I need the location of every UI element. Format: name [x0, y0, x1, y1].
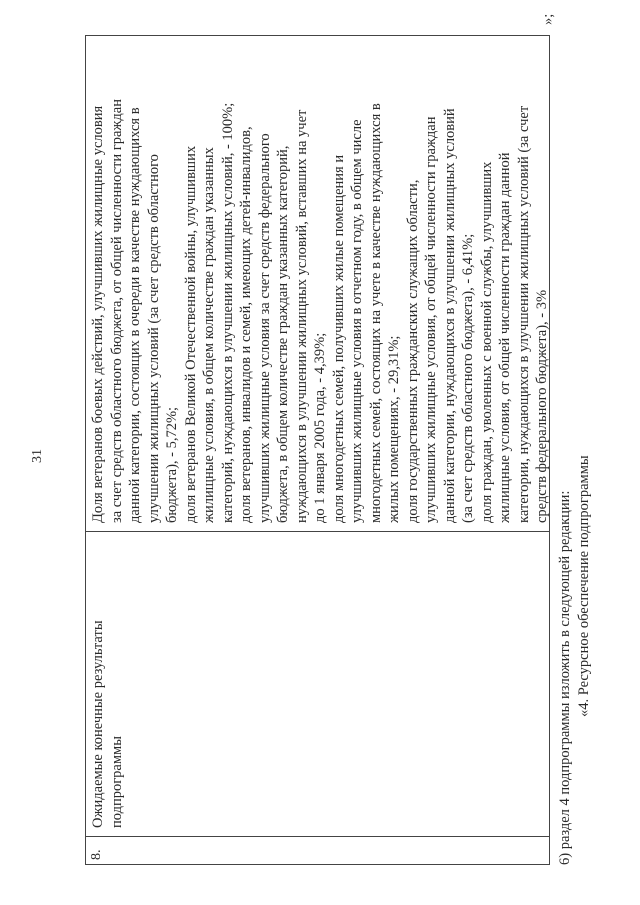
content-line: данной категории, состоящих в очереди в качестве нуждающихся в — [127, 107, 143, 523]
content-line: бюджета), - 5,72%; — [164, 406, 180, 523]
amendment-text — [556, 35, 593, 865]
content-line: жилых помещениях, - 29,31%; — [386, 335, 402, 523]
content-line: улучшении жилищных условий (за счет средств областного — [145, 154, 162, 523]
content-line: улучшивших жилищные условия за счет средств федерального — [256, 133, 273, 523]
content-line: Доля ветеранов боевых действий, улучшивших жилищные условия — [90, 105, 106, 523]
results-table — [85, 35, 550, 865]
content-line: до 1 января 2005 года, - 4,39%; — [312, 332, 328, 523]
content-line: категории, нуждающихся в улучшении жилищных условий (за счет — [515, 105, 532, 523]
content-line: доля многодетных семей, получивших жилые помещения и — [330, 154, 347, 523]
content-line: доля граждан, уволенных с военной службы, улучшивших — [478, 161, 495, 523]
content-line: доля государственных гражданских служащих области, — [404, 179, 421, 523]
content-line: категорий, нуждающихся в улучшении жилищных условий, - 100%; — [219, 102, 236, 523]
row-number: 8. — [86, 836, 549, 864]
content-line: нуждающихся в улучшении жилищных условий, вставших на учет — [293, 109, 310, 523]
content-line: улучшивших жилищные условия, от общей численности граждан — [423, 116, 439, 523]
row-content — [86, 36, 549, 531]
content-line: за счет средств областного бюджета, от общей численности граждан — [108, 99, 125, 523]
content-line: средств федерального бюджета), - 3% — [534, 289, 550, 523]
content-line: доля ветеранов, инвалидов и семей, имеющих детей-инвалидов, — [238, 126, 254, 523]
section-heading: «4. Ресурсное обеспечение подпрограммы — [575, 455, 592, 717]
amendment-line: 6) раздел 4 подпрограммы изложить в следующей редакции: — [557, 490, 573, 865]
content-line: бюджета, в общем количестве граждан указанных категорий, — [275, 145, 291, 523]
closing-quote: »; — [540, 13, 556, 25]
content-line: жилищные условия, в общем количестве граждан указанных — [201, 147, 217, 523]
row-label: Ожидаемые конечные результаты подпрограммы — [86, 531, 549, 836]
content-line: жилищные условия, от общей численности граждан данной — [497, 152, 513, 523]
page-number: 31 — [30, 449, 45, 463]
content-line: доля ветеранов Великой Отечественной войны, улучшивших — [182, 145, 199, 523]
content-line: данной категории, нуждающихся в улучшении жилищных условий — [441, 108, 458, 523]
content-line: многодетных семей, состоящих на учете в качестве нуждающихся в — [367, 103, 384, 523]
content-line: улучшивших жилищные условия в отчетном году, в общем числе — [349, 119, 365, 523]
content-line: (за счет средств областного бюджета), - 6,41%; — [460, 233, 476, 523]
